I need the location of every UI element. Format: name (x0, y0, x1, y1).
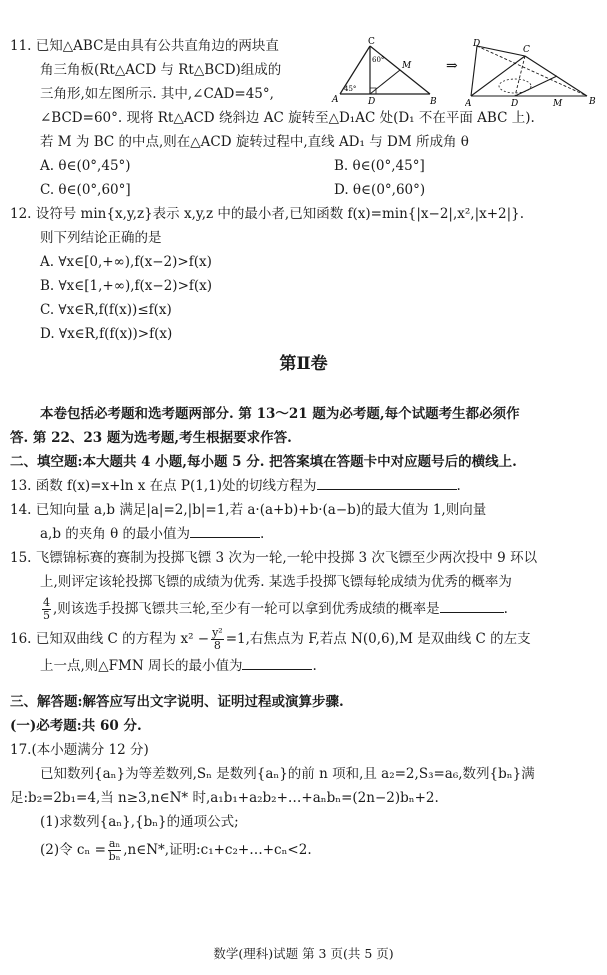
q13-text: 13. 函数 f(x)=x+ln x 在点 P(1,1)处的切线方程为 (10, 478, 317, 494)
q17-line-2: 足:b₂=2b₁=4,当 n≥3,n∈N* 时,a₁b₁+a₂b₂+…+aₙbₙ=(2n−2)bₙ+2. (10, 790, 439, 806)
fig-right-label-b: B (589, 97, 596, 107)
q17-fraction: $\frac{\text{aₙ}}{\text{bₙ}}$ (108, 837, 121, 863)
q12-option-d: D. ∀x∈R,f(f(x))>f(x) (40, 326, 173, 342)
page-footer: 数学(理科)试题 第 3 页(共 5 页) (213, 946, 394, 961)
q11-line-1: 11. 已知△ABC是由具有公共直角边的两块直 (10, 38, 279, 54)
q11-line-4: ∠BCD=60°. 现将 Rt△ACD 绕斜边 AC 旋转至△D₁AC 处(D₁ 不在平面 ABC 上). (40, 110, 535, 126)
q11-option-d: D. θ∈(0°,60°) (334, 182, 426, 198)
triangle-figure-left (330, 36, 440, 106)
fig-right-label-d1: D (473, 39, 481, 49)
fig-right-label-m: M (553, 99, 563, 108)
q16-answer-blank (242, 655, 312, 670)
part3-heading: 三、解答题:解答应写出文字说明、证明过程或演算步骤. (10, 694, 344, 710)
q14-answer-blank (190, 523, 260, 538)
intro-line-1: 本卷包括必考题和选考题两部分. 第 13～21 题为必考题,每个试题考生都必须作 (40, 406, 520, 422)
q17-part-2b: ,n∈N*,证明:c₁+c₂+…+cₙ<2. (123, 842, 312, 858)
part3-subheading: (一)必考题:共 60 分. (10, 718, 142, 734)
q15-line-2: 上,则评定该轮投掷飞镖的成绩为优秀. 某选手投掷飞镖每轮成绩为优秀的概率为 (40, 574, 512, 590)
fig-left-angle-60: 60° (372, 56, 385, 64)
q12-line-2: 则下列结论正确的是 (40, 230, 162, 246)
fig-left-label-d: D (368, 97, 376, 106)
q12-option-a: A. ∀x∈[0,+∞),f(x−2)>f(x) (40, 254, 212, 270)
solution-section (10, 690, 598, 866)
q11-option-b: B. θ∈(0°,45°] (334, 158, 425, 174)
fig-left-label-b: B (430, 97, 437, 106)
q11-line-5: 若 M 为 BC 的中点,则在△ACD 旋转过程中,直线 AD₁ 与 DM 所成角 θ (40, 134, 469, 150)
q17-part-2a: (2)令 cₙ = (40, 842, 106, 858)
fig-right-label-a: A (465, 99, 472, 108)
q15-line-3: ,则该选手投掷飞镖共三轮,至少有一轮可以拿到优秀成绩的概率是 (53, 601, 440, 617)
fig-left-label-c: C (368, 37, 375, 47)
part2-heading: 二、填空题:本大题共 4 小题,每小题 5 分. 把答案填在答题卡中对应题号后的横线上. (10, 454, 517, 470)
q12-option-c: C. ∀x∈R,f(f(x))≤f(x) (40, 302, 172, 318)
fill-in-section: 二、填空题:本大题共 4 小题,每小题 5 分. 把答案填在答题卡中对应题号后的横线上. 13. 函数 f(x)=x+ln x 在点 P(1,1)处的切线方程为 . 14. 已知向量 a,b 满足|a|=2,|b|=1,若 a·(a+b)+b·(a−b)的最大值为 1,则向量 a,b 的夹角 θ 的最小值为 . 15. 飞镖锦标赛的赛制为投掷飞镖 3 次为一轮,一轮中投掷 3 次飞镖至少两次投中 9 环以 上,则评定该轮投掷飞镖的成绩为优秀. 某选手投掷飞镖每轮成绩为优秀的概率为 $\frac{4}{5}$ ,则该选手投掷飞镖共三轮,至少有一轮可以拿到优秀成绩的概率是 . 16. 已知双曲线 C 的方程为 x² − $\frac{\text{y²}}{8}$ =1,右焦点为 F,若点 N(0,6),M 是双曲线 C 的左支 上一点,则△FMN 周长的最小值为 . (10, 450, 598, 678)
q16-line-1a: 16. 已知双曲线 C 的方程为 x² − (10, 631, 210, 647)
fig-left-label-a: A (332, 95, 339, 105)
q17-title: 17.(本小题满分 12 分) (10, 742, 149, 758)
q16-line-1b: =1,右焦点为 F,若点 N(0,6),M 是双曲线 C 的左支 (225, 631, 531, 647)
q17-part-1: (1)求数列{aₙ},{bₙ}的通项公式; (40, 814, 239, 830)
q12-line-1: 12. 设符号 min{x,y,z}表示 x,y,z 中的最小者,已知函数 f(x)=min{|x−2|,x²,|x+2|}. (10, 206, 525, 222)
fig-left-angle-45: 45° (344, 85, 357, 93)
fig-left-label-m: M (402, 61, 412, 71)
q15-answer-blank (440, 598, 504, 613)
q11-option-c: C. θ∈(0°,60°] (40, 182, 131, 198)
q17-line-1: 已知数列{aₙ}为等差数列,Sₙ 是数列{aₙ}的前 n 项和,且 a₂=2,S₃=a₆,数列{bₙ}满 (40, 766, 535, 782)
q15-fraction: $\frac{4}{5}$ (43, 596, 50, 622)
section-intro (10, 402, 598, 450)
section-title: 第Ⅱ卷 (279, 354, 328, 374)
q11-line-3: 三角形,如左图所示. 其中,∠CAD=45°, (40, 86, 274, 102)
q16-line-2: 上一点,则△FMN 周长的最小值为 (40, 658, 243, 674)
q12-option-b: B. ∀x∈[1,+∞),f(x−2)>f(x) (40, 278, 213, 294)
question-12 (10, 202, 598, 346)
transform-arrow: ⇒ (446, 58, 458, 74)
q14-line-2: a,b 的夹角 θ 的最小值为 (40, 526, 190, 542)
fig-right-label-d: D (511, 99, 519, 108)
q11-line-2: 角三角板(Rt△ACD 与 Rt△BCD)组成的 (40, 62, 282, 78)
triangle-figure-right (465, 38, 597, 108)
q14-line-1: 14. 已知向量 a,b 满足|a|=2,|b|=1,若 a·(a+b)+b·(a−b)的最大值为 1,则向量 (10, 502, 487, 518)
fig-right-label-c: C (523, 45, 530, 55)
q16-fraction: $\frac{\text{y²}}{8}$ (212, 626, 223, 652)
intro-line-2: 答. 第 22、23 题为选考题,考生根据要求作答. (10, 430, 292, 446)
q11-option-a: A. θ∈(0°,45°) (40, 158, 131, 174)
q15-line-1: 15. 飞镖锦标赛的赛制为投掷飞镖 3 次为一轮,一轮中投掷 3 次飞镖至少两次投中 9 环以 (10, 550, 538, 566)
q13-answer-blank (317, 475, 457, 490)
